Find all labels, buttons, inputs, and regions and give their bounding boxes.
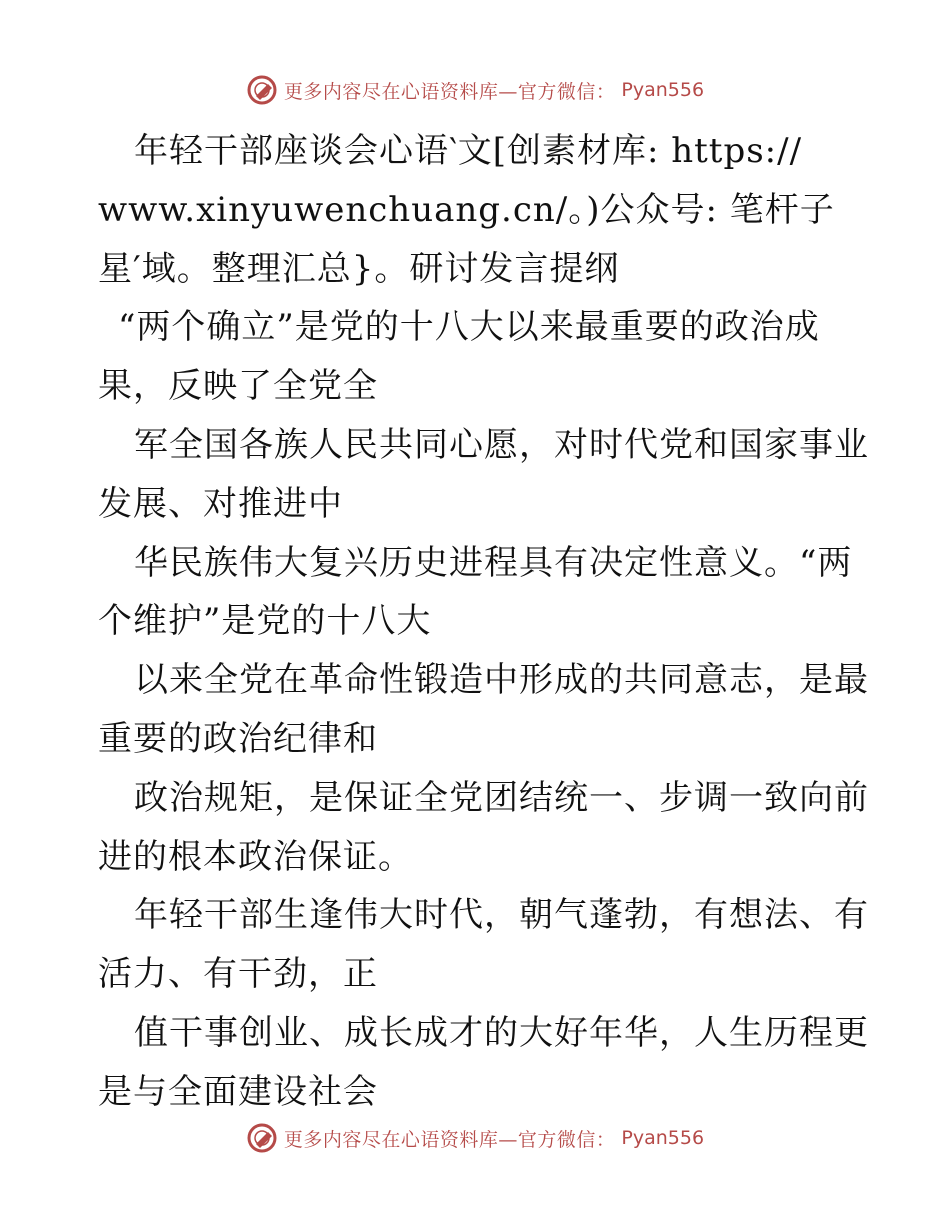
body-line: 年轻干部座谈会心语‵文[创素材库: https:// xyxy=(134,131,803,171)
body-line: 活力、有干劲，正 xyxy=(98,954,378,995)
body-line: 发展、对推进中 xyxy=(98,483,343,524)
body-line: 个维护”是党的十八大 xyxy=(98,601,432,642)
body-line: www.xinyuwenchuang.cn/。)公众号: 笔杆子 xyxy=(98,189,835,230)
document-body xyxy=(98,122,869,1122)
body-line: 果，反映了全党全 xyxy=(98,366,378,407)
body-line: 是与全面建设社会 xyxy=(98,1071,378,1112)
body-line: 值干事创业、成长成才的大好年华，人生历程更 xyxy=(134,1012,869,1053)
document-seal-icon xyxy=(246,74,278,106)
footer-banner xyxy=(0,1118,950,1158)
document-seal-icon xyxy=(246,1122,278,1154)
body-line: 星′域。整理汇总}。研讨发言提纲 xyxy=(98,248,620,289)
body-line: 进的根本政治保证。 xyxy=(98,836,413,877)
body-line: “两个确立”是党的十八大以来最重要的政治成 xyxy=(118,307,820,348)
body-line: 以来全党在革命性锻造中形成的共同意志，是最 xyxy=(134,660,869,701)
header-banner-text: 更多内容尽在心语资料库—官方微信： xyxy=(283,80,616,103)
header-wechat-id: Pyan556 xyxy=(621,79,705,101)
footer-wechat-id: Pyan556 xyxy=(621,1127,705,1149)
footer-banner-text: 更多内容尽在心语资料库—官方微信： xyxy=(283,1128,616,1151)
body-line: 军全国各族人民共同心愿，对时代党和国家事业 xyxy=(134,424,869,465)
body-line: 华民族伟大复兴历史进程具有决定性意义。“两 xyxy=(134,542,853,583)
body-line: 年轻干部生逢伟大时代，朝气蓬勃，有想法、有 xyxy=(134,895,869,936)
header-banner xyxy=(0,70,950,110)
body-line: 重要的政治纪律和 xyxy=(98,718,378,759)
body-line: 政治规矩，是保证全党团结统一、步调一致向前 xyxy=(134,777,869,818)
